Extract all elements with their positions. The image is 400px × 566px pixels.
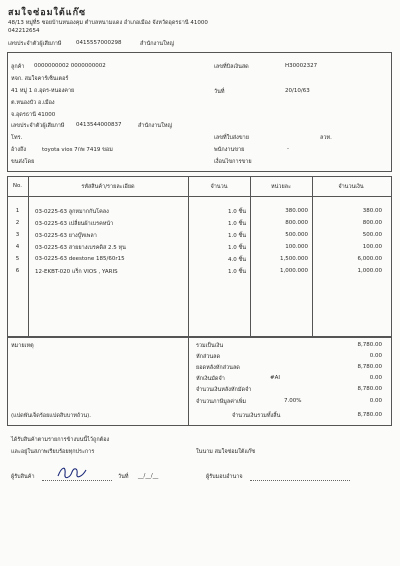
- table-row-price: 500.000: [285, 232, 308, 238]
- customer-address-1: 41 หมู่ 1 ถ.อุดร-หนองคาย: [11, 88, 75, 94]
- company-branch: สำนักงานใหญ่: [140, 41, 175, 47]
- table-row-desc: 03-0225-63 สายยางเบรคดิส 2.5 หุน: [35, 245, 126, 251]
- delivery-no-label: เลขที่ใบส่งขาย: [214, 135, 249, 141]
- summary-value: 0.00: [369, 398, 382, 404]
- table-row-qty: 1.0 ชิ้น: [228, 221, 246, 227]
- staff-value: -: [287, 146, 289, 152]
- table-row-price: 380.000: [285, 208, 308, 214]
- credit-label: ลวท.: [320, 135, 332, 141]
- table-row-no: 3: [15, 232, 20, 238]
- summary-label: รวมเป็นเงิน: [196, 343, 224, 349]
- grand-total-label: จำนวนเงินรวมทั้งสิ้น: [232, 413, 281, 419]
- summary-label: หักส่วนลด: [196, 354, 221, 360]
- reference-value: toyota vios 7กพ 7419 ขอม: [42, 147, 113, 153]
- summary-extra: #AI: [270, 375, 280, 381]
- summary-value: 8,780.00: [357, 386, 382, 392]
- header-no: No.: [12, 183, 23, 189]
- table-row-amount: 6,000.00: [357, 256, 382, 262]
- customer-tax-id: 0413544000837: [76, 122, 122, 128]
- staff-label: พนักงานขาย: [214, 147, 245, 153]
- table-row-price: 1,500.000: [280, 256, 308, 262]
- company-tax-id: 0415557000298: [76, 40, 122, 46]
- table-row-amount: 800.00: [362, 220, 382, 226]
- company-phone: 042212654: [8, 28, 40, 34]
- amount-in-words: (แปดพันเจ็ดร้อยแปดสิบบาทถ้วน).: [11, 413, 92, 419]
- summary-value: 0.00: [369, 375, 382, 381]
- table-row-amount: 100.00: [362, 244, 382, 250]
- header-quantity: จำนวน: [210, 184, 228, 190]
- table-row-amount: 500.00: [362, 232, 382, 238]
- table-row-no: 1: [15, 208, 20, 214]
- receiver-date-blank: __/__/__: [138, 473, 159, 479]
- summary-value: 8,780.00: [357, 342, 382, 348]
- table-row-price: 1,000.000: [280, 268, 308, 274]
- customer-address-3: จ.อุดรธานี 41000: [11, 112, 56, 118]
- company-address: 48/13 หมู่ที่5 ซอยบ้านหนองคุม ตำบลหนามแดง อำเภอเมือง จังหวัดอุดรธานี 41000: [8, 20, 208, 26]
- on-behalf-label: ในนาม สมใจซ่อมใต้แก๊ซ: [196, 449, 256, 455]
- shipping-label: ขนส่งโดย: [11, 159, 35, 165]
- table-row-no: 2: [15, 220, 20, 226]
- receiver-label: ผู้รับสินค้า: [11, 474, 35, 480]
- summary-label: หักเงินมัดจำ: [196, 376, 225, 382]
- grand-total-value: 8,780.00: [357, 412, 382, 418]
- header-box: [7, 52, 392, 172]
- summary-label: จำนวนภาษีมูลค่าเพิ่ม: [196, 399, 247, 405]
- header-unit-price: หน่วยละ: [270, 184, 292, 190]
- receiver-date-label: วันที่: [118, 474, 129, 480]
- table-row-qty: 1.0 ชิ้น: [228, 233, 246, 239]
- table-row-qty: 1.0 ชิ้น: [228, 269, 246, 275]
- receipt-confirmation-1: ได้รับสินค้าตามรายการข้างบนนี้ไว้ถูกต้อง: [11, 437, 110, 443]
- invoice-date-label: วันที่: [214, 89, 225, 95]
- summary-divider: [188, 336, 189, 425]
- terms-label: เงื่อนไขการขาย: [214, 159, 252, 165]
- remark-label: หมายเหตุ: [11, 343, 34, 349]
- receiver-signature: [56, 464, 90, 482]
- table-row-qty: 1.0 ชิ้น: [228, 209, 246, 215]
- summary-extra: 7.00%: [284, 398, 302, 404]
- table-row-no: 6: [15, 268, 20, 274]
- table-row-qty: 4.0 ชิ้น: [228, 257, 246, 263]
- table-row-desc: 12-EKBT-020 แร็ก VIOS , YARIS: [35, 269, 118, 275]
- table-row-no: 5: [15, 256, 20, 262]
- table-row-desc: 03-0225-63 ยางบู๊ทเพลา: [35, 233, 97, 239]
- customer-tel-label: โทร.: [11, 135, 23, 141]
- table-row-no: 4: [15, 244, 20, 250]
- summary-label: จำนวนเงินหลังหักมัดจำ: [196, 387, 252, 393]
- authorized-signature-line: [250, 480, 350, 481]
- invoice-date: 20/10/63: [285, 88, 310, 94]
- table-row-desc: 03-0225-63 ลูกหมากกันโคลง: [35, 209, 109, 215]
- customer-tax-label: เลขประจำตัวผู้เสียภาษี: [11, 123, 65, 129]
- company-name: สมใจซ่อมใต้แก๊ซ: [8, 8, 87, 18]
- company-tax-label: เลขประจำตัวผู้เสียภาษี: [8, 41, 62, 47]
- customer-code-label: ลูกค้า: [11, 64, 25, 70]
- header-description: รหัสสินค้า/รายละเอียด: [81, 184, 135, 190]
- table-row-qty: 1.0 ชิ้น: [228, 245, 246, 251]
- header-amount: จำนวนเงิน: [338, 184, 364, 190]
- table-row-desc: 03-0225-63 เปลี่ยนผ้าเบรคหน้า: [35, 221, 114, 227]
- table-row-price: 100.000: [285, 244, 308, 250]
- invoice-no: H30002327: [285, 63, 318, 69]
- table-row-amount: 1,000.00: [357, 268, 382, 274]
- reference-label: อ้างถึง: [11, 147, 27, 153]
- customer-name: หจก. สมใจคาร์เซ็นเตอร์: [11, 76, 69, 82]
- table-header-divider: [7, 196, 391, 197]
- invoice-no-label: เลขที่บิลเงินสด: [214, 64, 249, 70]
- customer-code: 0000000002 0000000002: [34, 63, 106, 69]
- customer-address-2: ต.หนองบัว อ.เมือง: [11, 100, 55, 106]
- summary-value: 0.00: [369, 353, 382, 359]
- receipt-confirmation-2: และอยู่ในสภาพเรียบร้อยทุกประการ: [11, 449, 95, 455]
- summary-value: 8,780.00: [357, 364, 382, 370]
- customer-branch: สำนักงานใหญ่: [138, 123, 173, 129]
- authorized-label: ผู้รับมอบอำนาจ: [206, 474, 243, 480]
- table-row-amount: 380.00: [362, 208, 382, 214]
- table-row-desc: 03-0225-63 deestone 185/60r15: [35, 256, 125, 262]
- summary-label: ยอดหลังหักส่วนลด: [196, 365, 240, 371]
- col-divider: [28, 176, 29, 337]
- table-row-price: 800.000: [285, 220, 308, 226]
